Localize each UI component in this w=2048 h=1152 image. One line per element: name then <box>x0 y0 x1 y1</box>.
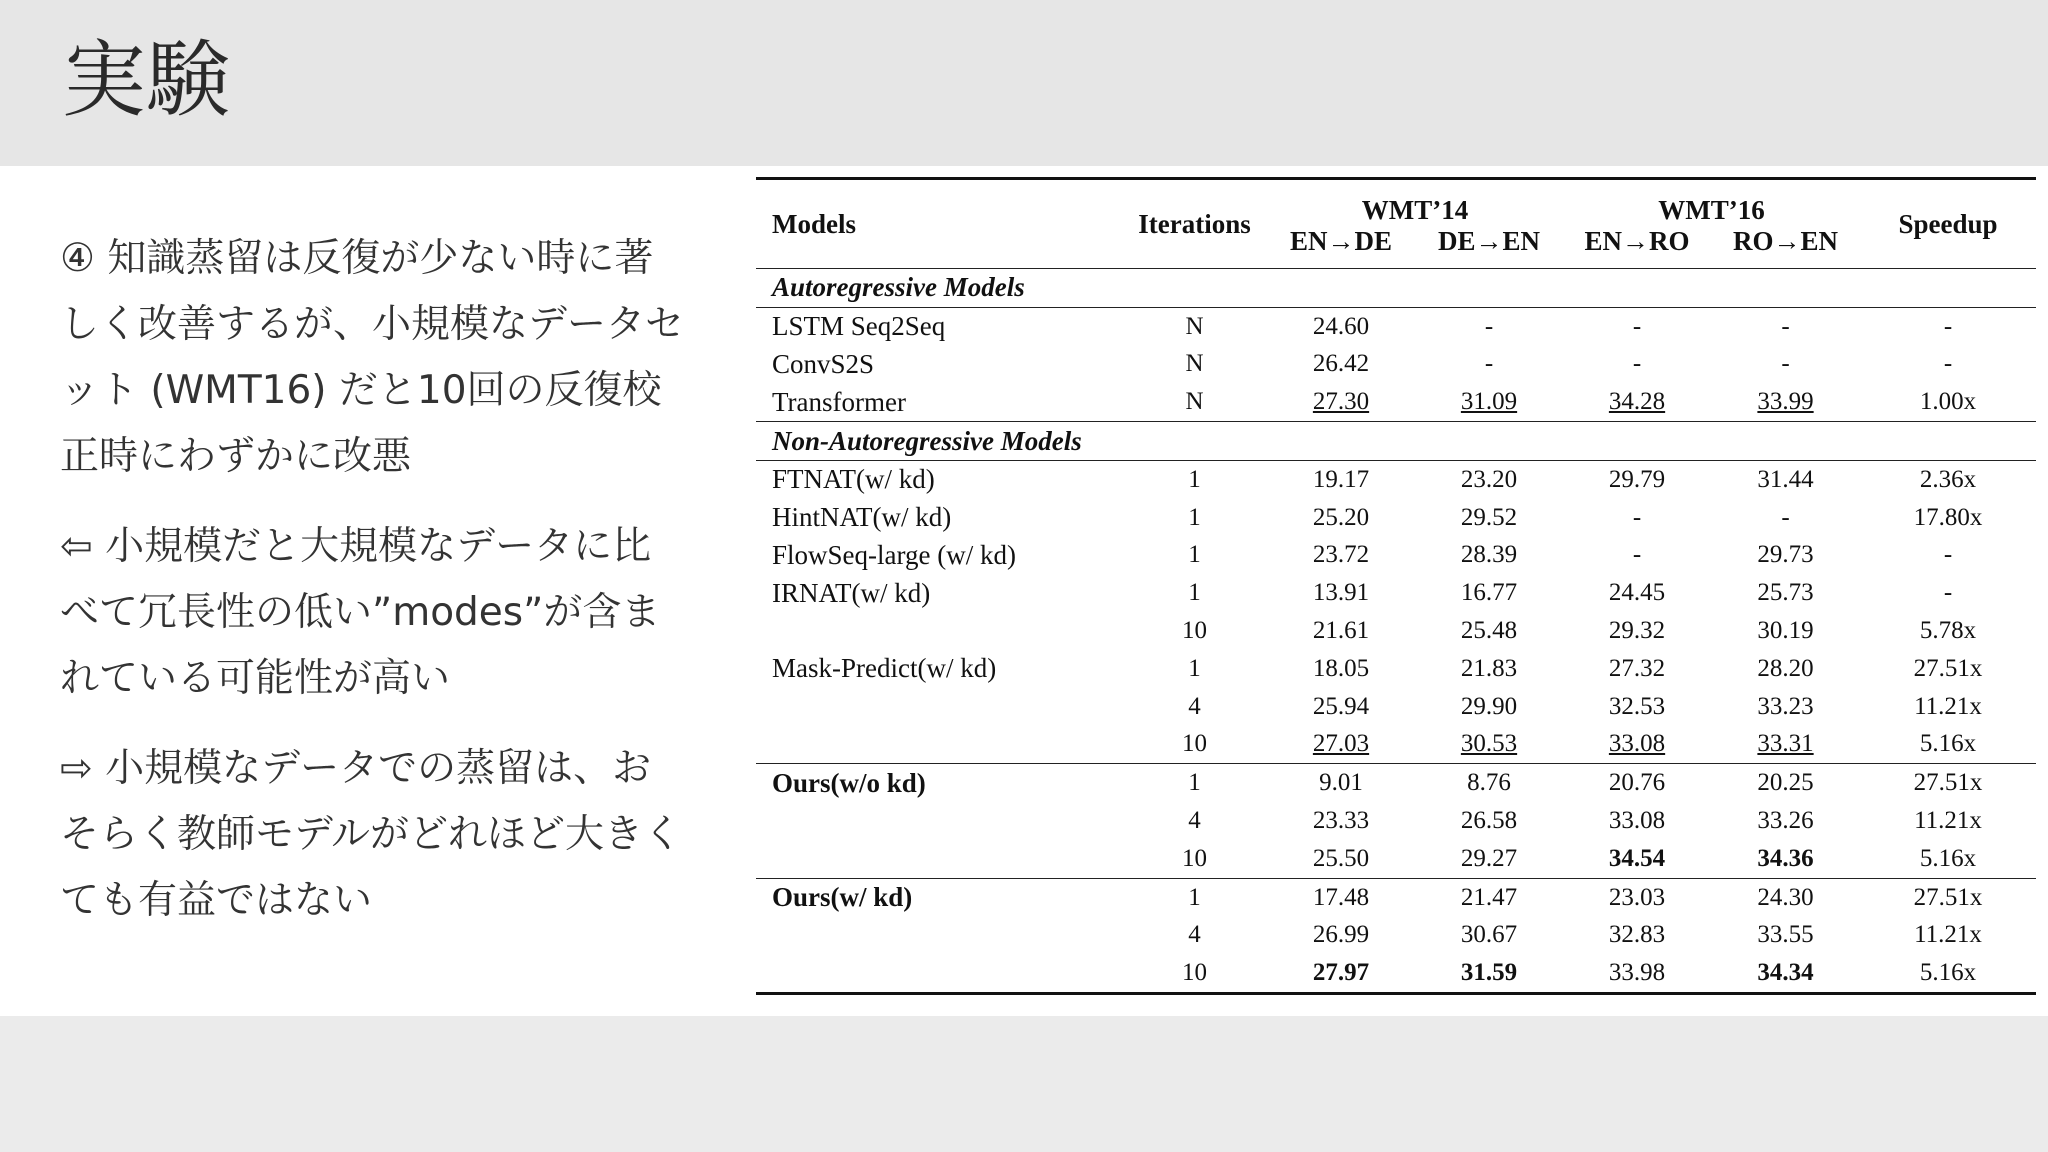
value-cell: 20.25 <box>1711 764 1860 802</box>
value-cell: 18.05 <box>1312 654 1370 682</box>
table-row <box>756 954 2036 993</box>
value-cell: 23.72 <box>1312 541 1370 569</box>
table-row <box>756 878 2036 916</box>
value-cell: - <box>1781 350 1790 378</box>
model-cell <box>756 840 1122 878</box>
table-row <box>756 726 2036 764</box>
model-cell <box>756 726 1122 764</box>
value-cell: 27.03 <box>1312 730 1370 758</box>
value-cell: 33.23 <box>1757 692 1814 720</box>
iter-cell: 1 <box>1188 503 1201 531</box>
model-cell: HintNAT(w/ kd) <box>772 502 952 533</box>
model-cell <box>756 612 1122 650</box>
speedup-cell: 27.51x <box>1860 878 2036 916</box>
value-cell: 34.28 <box>1608 388 1666 416</box>
iter-cell: 4 <box>1188 692 1201 720</box>
bullet-list <box>60 226 690 958</box>
title-bar <box>0 0 2048 166</box>
table-row <box>756 346 2036 384</box>
value-cell: 29.52 <box>1460 503 1518 531</box>
speedup-cell: 5.16x <box>1919 844 1977 872</box>
value-cell: 25.20 <box>1312 503 1370 531</box>
value-cell: 19.17 <box>1267 460 1415 498</box>
header-models: Models <box>756 179 1122 269</box>
value-cell: 27.97 <box>1267 954 1415 993</box>
speedup-cell: - <box>1943 350 1953 378</box>
iter-cell: 1 <box>1122 460 1267 498</box>
header-en-ro: EN→RO <box>1584 226 1690 256</box>
model-cell: Mask-Predict(w/ kd) <box>772 653 997 684</box>
value-cell: 9.01 <box>1267 764 1415 802</box>
table-row <box>756 460 2036 498</box>
value-cell: 27.32 <box>1608 654 1666 682</box>
value-cell: 29.27 <box>1460 844 1518 872</box>
iter-cell: 10 <box>1182 617 1207 645</box>
table-row <box>756 499 2036 537</box>
header-iterations: Iterations <box>1122 179 1267 269</box>
value-cell: 33.99 <box>1757 388 1814 416</box>
value-cell: 29.32 <box>1608 617 1666 645</box>
value-cell: 25.94 <box>1312 692 1370 720</box>
value-cell: - <box>1415 307 1563 345</box>
model-cell <box>756 688 1122 726</box>
value-cell: 28.20 <box>1757 654 1814 682</box>
table-row <box>756 840 2036 878</box>
speedup-cell: 27.51x <box>1860 764 2036 802</box>
results-table <box>756 177 2036 995</box>
header-wmt14: WMT’14 <box>1267 179 1563 227</box>
value-cell: 20.76 <box>1563 764 1711 802</box>
value-cell: - <box>1632 503 1642 531</box>
value-cell: 29.90 <box>1460 692 1518 720</box>
value-cell: 23.20 <box>1415 460 1563 498</box>
speedup-cell: - <box>1943 579 1953 607</box>
speedup-cell: 11.21x <box>1914 807 1982 835</box>
value-cell: 34.34 <box>1711 954 1860 993</box>
value-cell: 32.83 <box>1608 921 1666 949</box>
value-cell: 30.53 <box>1460 730 1518 758</box>
value-cell: 24.45 <box>1608 579 1666 607</box>
value-cell: 33.08 <box>1608 730 1666 758</box>
value-cell: 13.91 <box>1312 579 1370 607</box>
table-row <box>756 612 2036 650</box>
model-cell <box>756 954 1122 993</box>
table-row <box>756 917 2036 955</box>
table-row <box>756 764 2036 802</box>
speedup-cell: 5.78x <box>1919 617 1977 645</box>
speedup-cell: 2.36x <box>1860 460 2036 498</box>
value-cell: - <box>1563 307 1711 345</box>
value-cell: - <box>1484 350 1494 378</box>
iter-cell: N <box>1185 350 1204 378</box>
value-cell: 25.50 <box>1312 844 1370 872</box>
iter-cell: 1 <box>1188 579 1201 607</box>
value-cell: - <box>1632 350 1642 378</box>
value-cell: 33.31 <box>1757 730 1814 758</box>
value-cell: 31.09 <box>1460 388 1518 416</box>
header-speedup: Speedup <box>1860 179 2036 269</box>
value-cell: 24.60 <box>1267 307 1415 345</box>
table-row <box>756 383 2036 421</box>
value-cell: 33.98 <box>1563 954 1711 993</box>
value-cell: 34.36 <box>1757 844 1814 872</box>
iter-cell: 1 <box>1188 654 1201 682</box>
header-de-en: DE→EN <box>1438 226 1541 256</box>
results-table-wrapper <box>756 177 2036 995</box>
value-cell: 21.83 <box>1460 654 1518 682</box>
model-cell <box>756 802 1122 840</box>
speedup-cell: 27.51x <box>1913 654 1983 682</box>
section-autoregressive: Autoregressive Models <box>756 269 2036 308</box>
value-cell: 21.47 <box>1415 878 1563 916</box>
section-row <box>756 269 2036 308</box>
speedup-cell: 11.21x <box>1914 921 1982 949</box>
model-cell: IRNAT(w/ kd) <box>772 577 931 608</box>
iter-cell: N <box>1185 388 1204 416</box>
value-cell: 29.73 <box>1757 541 1814 569</box>
value-cell: 26.42 <box>1312 350 1370 378</box>
value-cell: 32.53 <box>1608 692 1666 720</box>
section-row <box>756 422 2036 461</box>
iter-cell: 10 <box>1122 954 1267 993</box>
value-cell: 29.79 <box>1563 460 1711 498</box>
value-cell: 23.33 <box>1312 807 1370 835</box>
model-cell: Ours(w/o kd) <box>756 764 1122 802</box>
value-cell: 34.54 <box>1608 844 1666 872</box>
header-row-1 <box>756 179 2036 227</box>
bullet-2: ⇦ 小規模だと大規模なデータに比べて冗長性の低い”modes”が含まれている可能性が高い <box>60 524 661 701</box>
model-cell: Transformer <box>772 386 906 417</box>
header-en-de: EN→DE <box>1289 226 1392 256</box>
value-cell: 31.59 <box>1415 954 1563 993</box>
value-cell: - <box>1711 307 1860 345</box>
value-cell: 30.19 <box>1757 617 1814 645</box>
iter-cell: 4 <box>1188 807 1201 835</box>
table-row <box>756 802 2036 840</box>
iter-cell: 1 <box>1122 764 1267 802</box>
bullet-3: ⇨ 小規模なデータでの蒸留は、おそらく教師モデルがどれほど大きくても有益ではない <box>60 746 683 923</box>
value-cell: 8.76 <box>1415 764 1563 802</box>
value-cell: 27.30 <box>1312 388 1370 416</box>
iter-cell: N <box>1122 307 1267 345</box>
model-cell <box>756 917 1122 955</box>
value-cell: 33.08 <box>1608 807 1666 835</box>
value-cell: 25.73 <box>1757 579 1814 607</box>
model-cell: Ours(w/ kd) <box>756 878 1122 916</box>
bottom-bar <box>0 1016 2048 1152</box>
header-wmt16: WMT’16 <box>1563 179 1860 227</box>
speedup-cell: 5.16x <box>1860 954 2036 993</box>
model-cell: LSTM Seq2Seq <box>756 307 1122 345</box>
value-cell: 24.30 <box>1711 878 1860 916</box>
value-cell: 21.61 <box>1312 617 1370 645</box>
model-cell: FTNAT(w/ kd) <box>756 460 1122 498</box>
iter-cell: 10 <box>1182 730 1207 758</box>
table-row <box>756 688 2036 726</box>
value-cell: 33.26 <box>1757 807 1814 835</box>
value-cell: - <box>1781 503 1790 531</box>
table-row <box>756 650 2036 688</box>
slide-title: 実験 <box>62 31 231 129</box>
table-row <box>756 537 2036 575</box>
model-cell: FlowSeq-large (w/ kd) <box>772 539 1016 570</box>
value-cell: 26.99 <box>1312 921 1370 949</box>
value-cell: 16.77 <box>1460 579 1518 607</box>
iter-cell: 1 <box>1188 541 1201 569</box>
table-row <box>756 307 2036 345</box>
table-row <box>756 574 2036 612</box>
value-cell: 28.39 <box>1460 541 1518 569</box>
speedup-cell: 11.21x <box>1914 692 1982 720</box>
speedup-cell: 1.00x <box>1919 388 1977 416</box>
model-cell: ConvS2S <box>772 348 875 379</box>
iter-cell: 4 <box>1188 921 1201 949</box>
section-non-autoregressive: Non-Autoregressive Models <box>756 422 2036 461</box>
header-ro-en: RO→EN <box>1733 226 1839 256</box>
speedup-cell: - <box>1943 541 1953 569</box>
value-cell: 26.58 <box>1460 807 1518 835</box>
speedup-cell: - <box>1860 307 2036 345</box>
value-cell: 17.48 <box>1267 878 1415 916</box>
value-cell: 30.67 <box>1460 921 1518 949</box>
value-cell: 33.55 <box>1757 921 1814 949</box>
value-cell: 23.03 <box>1563 878 1711 916</box>
bullet-1: ④ 知識蒸留は反復が少ない時に著しく改善するが、小規模なデータセット (WMT16) だと10回の反復校正時にわずかに改悪 <box>60 236 685 479</box>
speedup-cell: 17.80x <box>1913 503 1983 531</box>
iter-cell: 10 <box>1182 844 1207 872</box>
value-cell: 31.44 <box>1711 460 1860 498</box>
speedup-cell: 5.16x <box>1919 730 1977 758</box>
value-cell: - <box>1632 541 1642 569</box>
iter-cell: 1 <box>1122 878 1267 916</box>
value-cell: 25.48 <box>1460 617 1518 645</box>
